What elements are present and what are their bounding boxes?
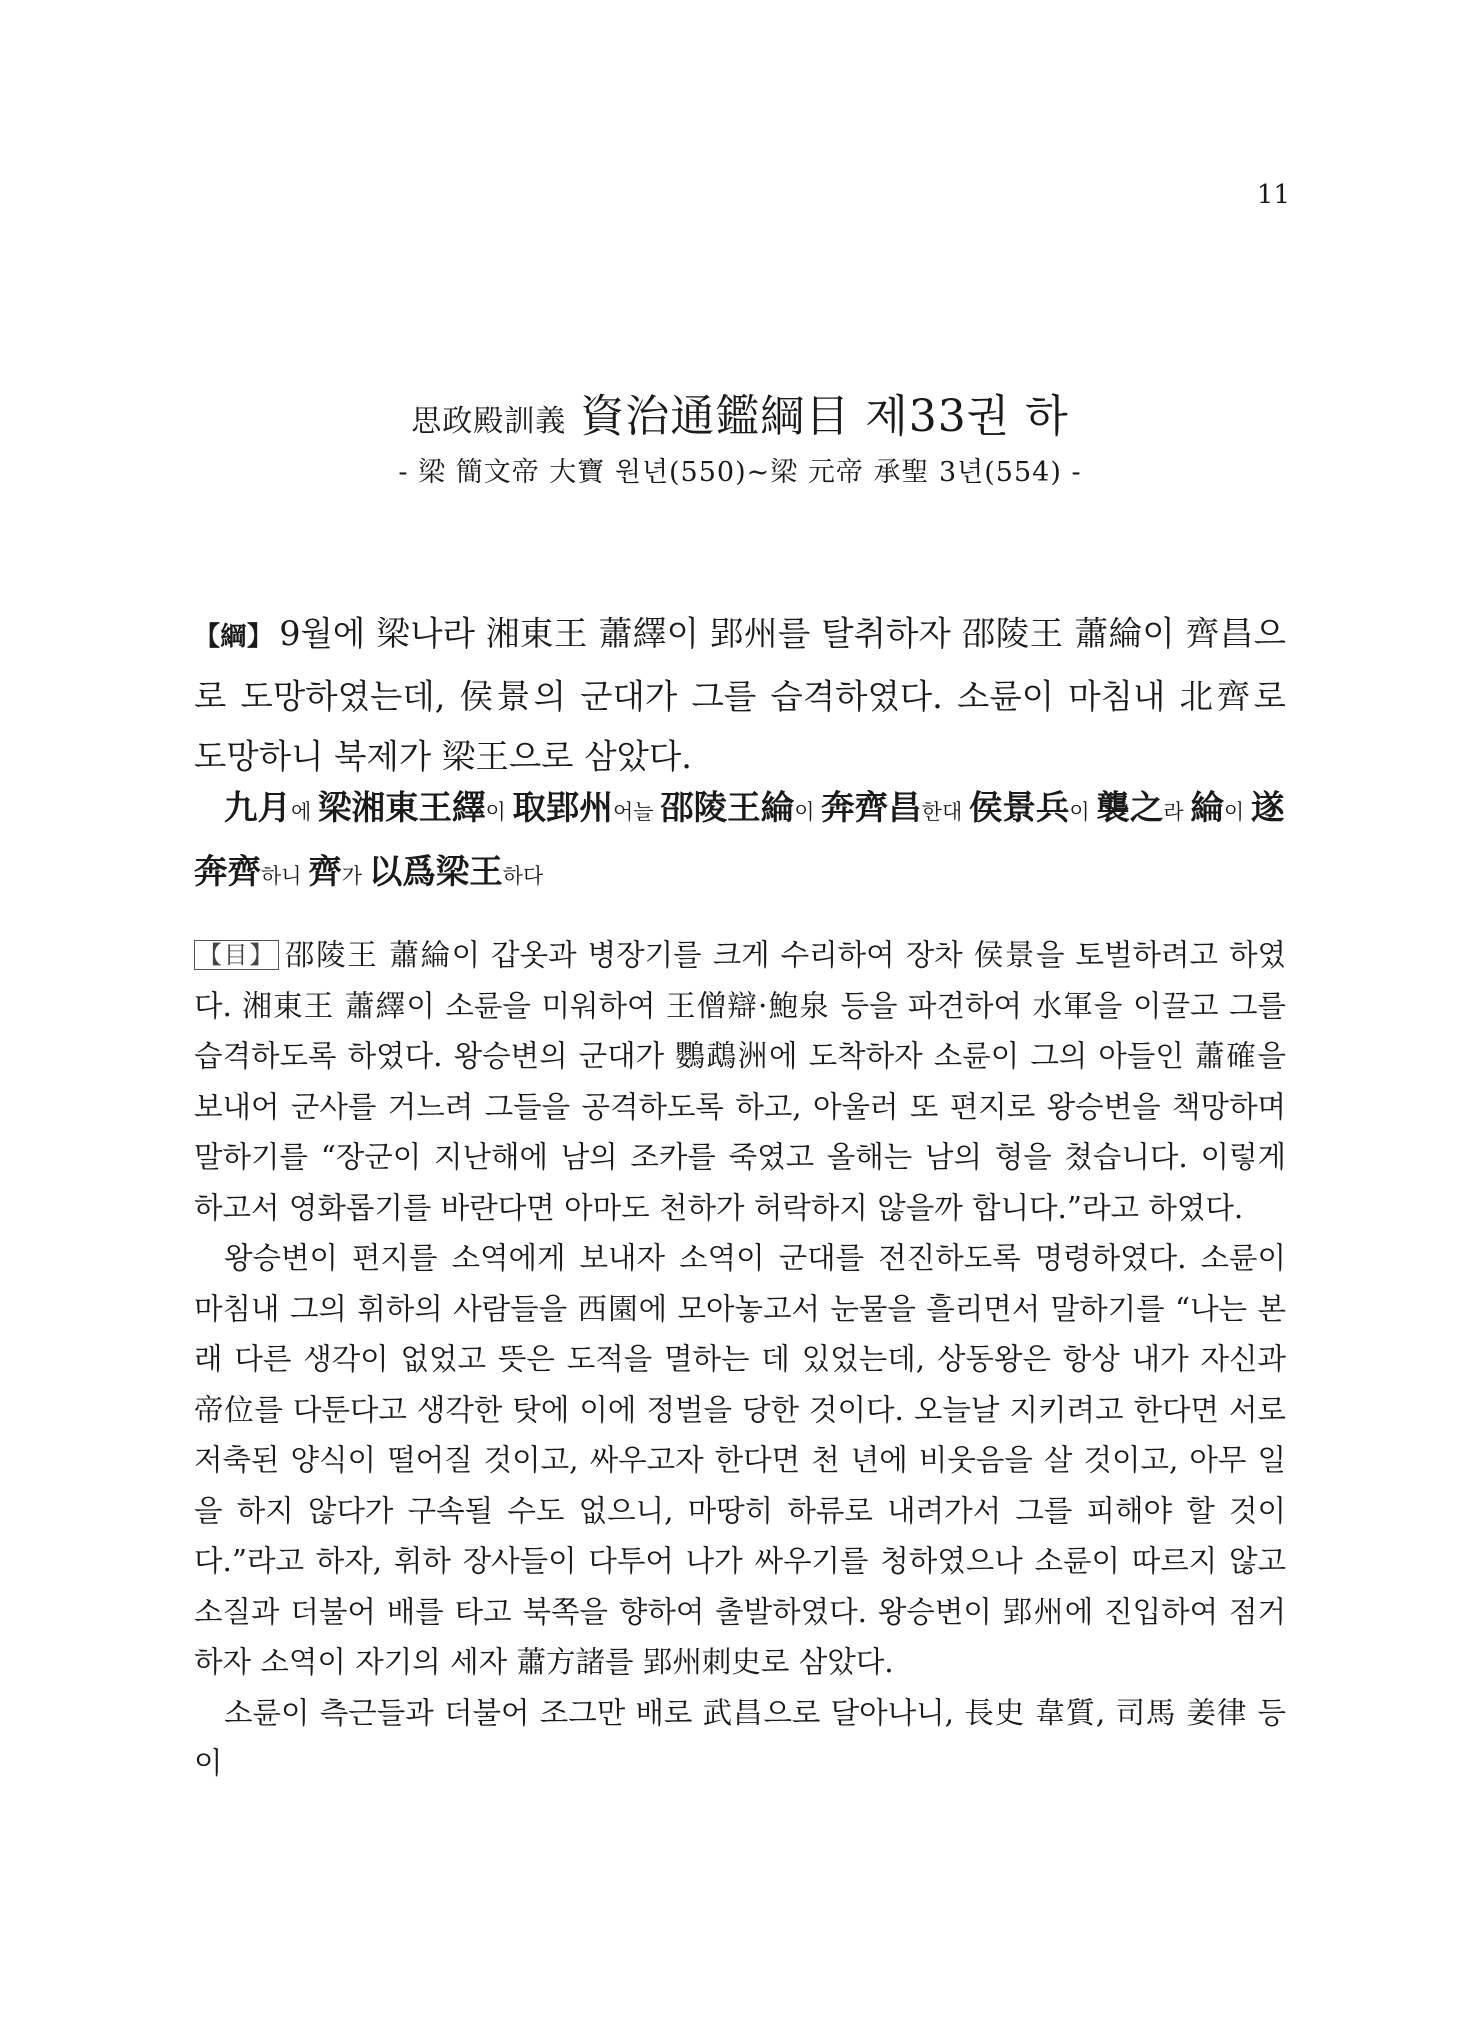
classical-segment: 綸이 [1190, 788, 1251, 827]
classical-segment: 齊가 [308, 852, 369, 891]
classical-segment: 取郢州어늘 [512, 788, 661, 827]
gang-tag: 【綱】 [194, 622, 274, 652]
classical-segment: 奔齊昌한대 [821, 788, 969, 827]
mok-section [194, 930, 1286, 1789]
classical-segment: 襲之라 [1096, 788, 1191, 827]
mok-paragraph: 왕승변이 편지를 소역에게 보내자 소역이 군대를 전진하도록 명령하였다. 소륜이 마침내 그의 휘하의 사람들을 西園에 모아놓고서 눈물을 흘리면서 말하기를 “나는 본래 다른 생각이 없었고 뜻은 도적을 멸하는 데 있었는데, 상동왕은 항상 내가 자신과 帝位를 다툰다고 생각한 탓에 이에 정벌을 당한 것이다. 오늘날 지키려고 한다면 서로 저축된 양식이 떨어질 것이고, 싸우고자 한다면 천 년에 비웃음을 살 것이고, 아무 일을 하지 않다가 구속될 수도 없으니, 마땅히 하류로 내려가서 그를 피해야 할 것이다.”라고 하자, 휘하 장사들이 다투어 나가 싸우기를 청하였으나 소륜이 따르지 않고 소질과 더불어 배를 타고 북쪽을 향하여 출발하였다. 왕승변이 郢州에 진입하여 점거하자 소역이 자기의 세자 蕭方諸를 郢州刺史로 삼았다. [194, 1241, 1286, 1679]
mok-paragraph: 소륜이 측근들과 더불어 조그만 배로 武昌으로 달아나니, 長史 韋質, 司馬 姜律 등이 [194, 1695, 1286, 1780]
classical-segment: 九月에 [224, 788, 318, 827]
series-title: 思政殿訓義 [411, 404, 567, 439]
volume-title: 資治通鑑綱目 제33권 하 [580, 391, 1069, 442]
gang-section [194, 604, 1286, 787]
gang-text: 9월에 梁나라 湘東王 蕭繹이 郢州를 탈취하자 邵陵王 蕭綸이 齊昌으로 도망하였는데, 侯景의 군대가 그를 습격하였다. 소륜이 마침내 北齊로 도망하니 북제가 梁王으로 삼았다. [194, 614, 1286, 776]
classical-segment: 梁湘東王繹이 [317, 788, 513, 827]
page-title [0, 380, 1480, 444]
mok-paragraph: 【目】 邵陵王 蕭綸이 갑옷과 병장기를 크게 수리하여 장차 侯景을 토벌하려고 하였다. 湘東王 蕭繹이 소륜을 미워하여 王僧辯·鮑泉 등을 파견하여 水軍을 이끌고 그를 습격하도록 하였다. 왕승변의 군대가 鸚鵡洲에 도착하자 소륜이 그의 아들인 蕭確을 보내어 군사를 거느려 그들을 공격하도록 하고, 아울러 또 편지로 왕승변을 책망하며 말하기를 “장군이 지난해에 남의 조카를 죽였고 올해는 남의 형을 쳤습니다. 이렇게 하고서 영화롭기를 바란다면 아마도 천하가 허락하지 않을까 합니다.”라고 하였다. [194, 938, 1286, 1225]
classical-text [194, 778, 1286, 906]
classical-segment: 遂奔齊하니 [194, 788, 1285, 891]
classical-segment: 侯景兵이 [968, 788, 1097, 827]
classical-segment: 邵陵王綸이 [660, 788, 822, 827]
page-number: 11 [1256, 180, 1290, 210]
page-subtitle: - 梁 簡文帝 大寶 원년(550)~梁 元帝 承聖 3년(554) - [398, 457, 1082, 488]
classical-segment: 以爲梁王하다 [368, 852, 544, 891]
mok-tag: 【目】 [194, 940, 279, 970]
